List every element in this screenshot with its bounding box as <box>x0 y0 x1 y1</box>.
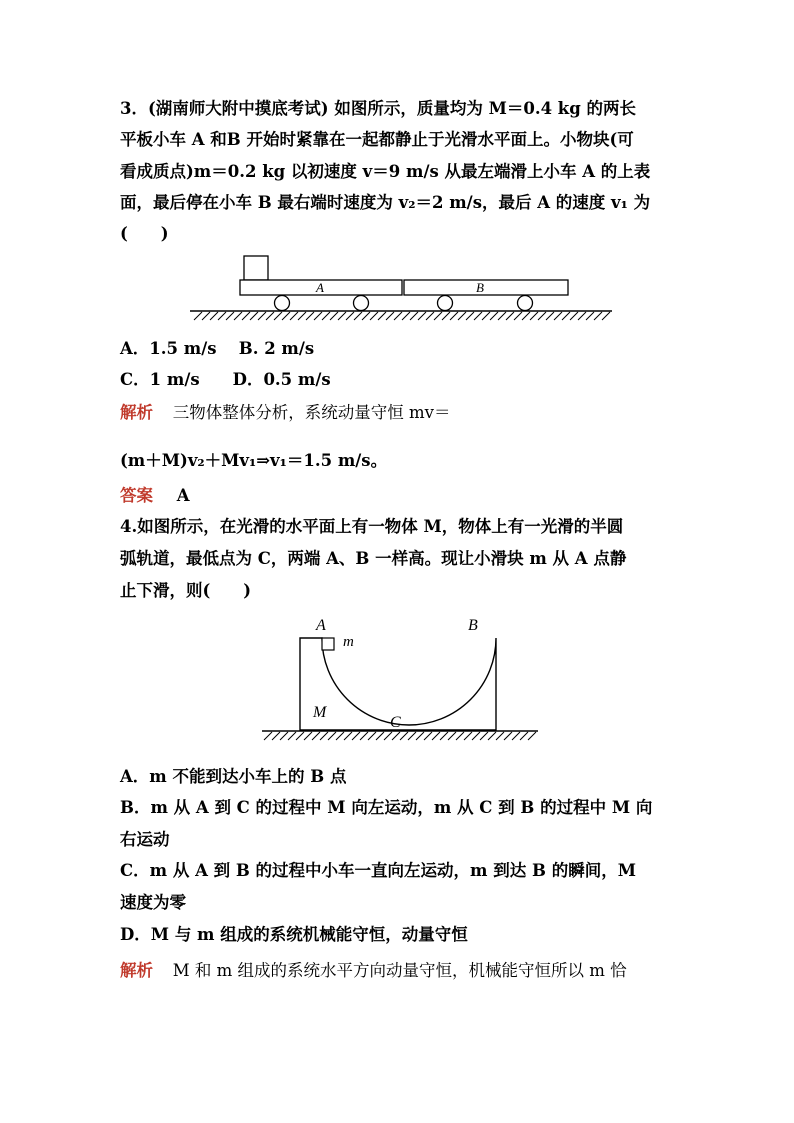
q3-line-3: 看成质点)m＝0.2 kg 以初速度 v＝9 m/s 从最左端滑上小车 A 的上表 <box>120 162 651 181</box>
small-block <box>244 256 268 280</box>
q4-line-1: 4.如图所示，在光滑的水平面上有一物体 M，物体上有一光滑的半圆 <box>120 517 624 536</box>
label-m: m <box>343 634 354 650</box>
wheel <box>518 296 533 311</box>
q4-track-figure <box>0 610 794 745</box>
label-c: C <box>390 714 401 731</box>
q3-option-cd: C．1 m/s D．0.5 m/s <box>120 370 331 389</box>
q4-option-d: D．M 与 m 组成的系统机械能守恒，动量守恒 <box>120 925 468 944</box>
q3-analysis-line-2: (m＋M)v₂＋Mv₁⇒v₁＝1.5 m/s。 <box>120 451 388 470</box>
q3-cart-figure <box>0 250 794 330</box>
label-b: B <box>468 617 478 634</box>
answer-tag: 答案 <box>120 486 153 505</box>
q3-option-ab: A．1.5 m/s B. 2 m/s <box>120 339 315 358</box>
ground-hatch <box>194 312 610 320</box>
q3-line-4: 面，最后停在小车 B 最右端时速度为 v₂＝2 m/s，最后 A 的速度 v₁ 为 <box>120 193 651 212</box>
cart-a-label: A <box>316 280 324 295</box>
cart-b-label: B <box>476 280 484 295</box>
q3-line-1: 3．(湖南师大附中摸底考试) 如图所示，质量均为 M＝0.4 kg 的两长 <box>120 99 637 118</box>
q3-line-5: ( ) <box>120 224 169 243</box>
label-a: A <box>316 617 326 634</box>
analysis-tag: 解析 <box>120 961 153 980</box>
q4-line-2: 弧轨道，最低点为 C，两端 A、B 一样高。现让小滑块 m 从 A 点静 <box>120 549 627 568</box>
cart-b <box>404 280 568 295</box>
wheel <box>275 296 290 311</box>
q4-analysis <box>120 960 627 982</box>
label-big-m: M <box>313 704 327 721</box>
analysis-text: 三物体整体分析，系统动量守恒 mv＝ <box>172 403 451 422</box>
q3-answer <box>120 485 190 507</box>
q3-line-2: 平板小车 A 和B 开始时紧靠在一起都静止于光滑水平面上。小物块(可 <box>120 130 634 149</box>
q4-option-b: B．m 从 A 到 C 的过程中 M 向左运动，m 从 C 到 B 的过程中 M 向 <box>120 798 653 817</box>
q4-line-3: 止下滑，则( ) <box>120 581 252 600</box>
wheel <box>354 296 369 311</box>
q4-option-c-cont: 速度为零 <box>120 893 186 912</box>
answer-value: A <box>176 486 190 505</box>
q3-analysis <box>120 402 450 424</box>
analysis-text: M 和 m 组成的系统水平方向动量守恒，机械能守恒所以 m 恰 <box>172 961 627 980</box>
wheel <box>438 296 453 311</box>
q4-option-b-cont: 右运动 <box>120 830 170 849</box>
q4-option-a: A．m 不能到达小车上的 B 点 <box>120 767 347 786</box>
ground-hatch <box>264 732 536 740</box>
q4-option-c: C．m 从 A 到 B 的过程中小车一直向左运动，m 到达 B 的瞬间，M <box>120 861 636 880</box>
analysis-tag: 解析 <box>120 403 153 422</box>
slider-m <box>322 638 334 650</box>
